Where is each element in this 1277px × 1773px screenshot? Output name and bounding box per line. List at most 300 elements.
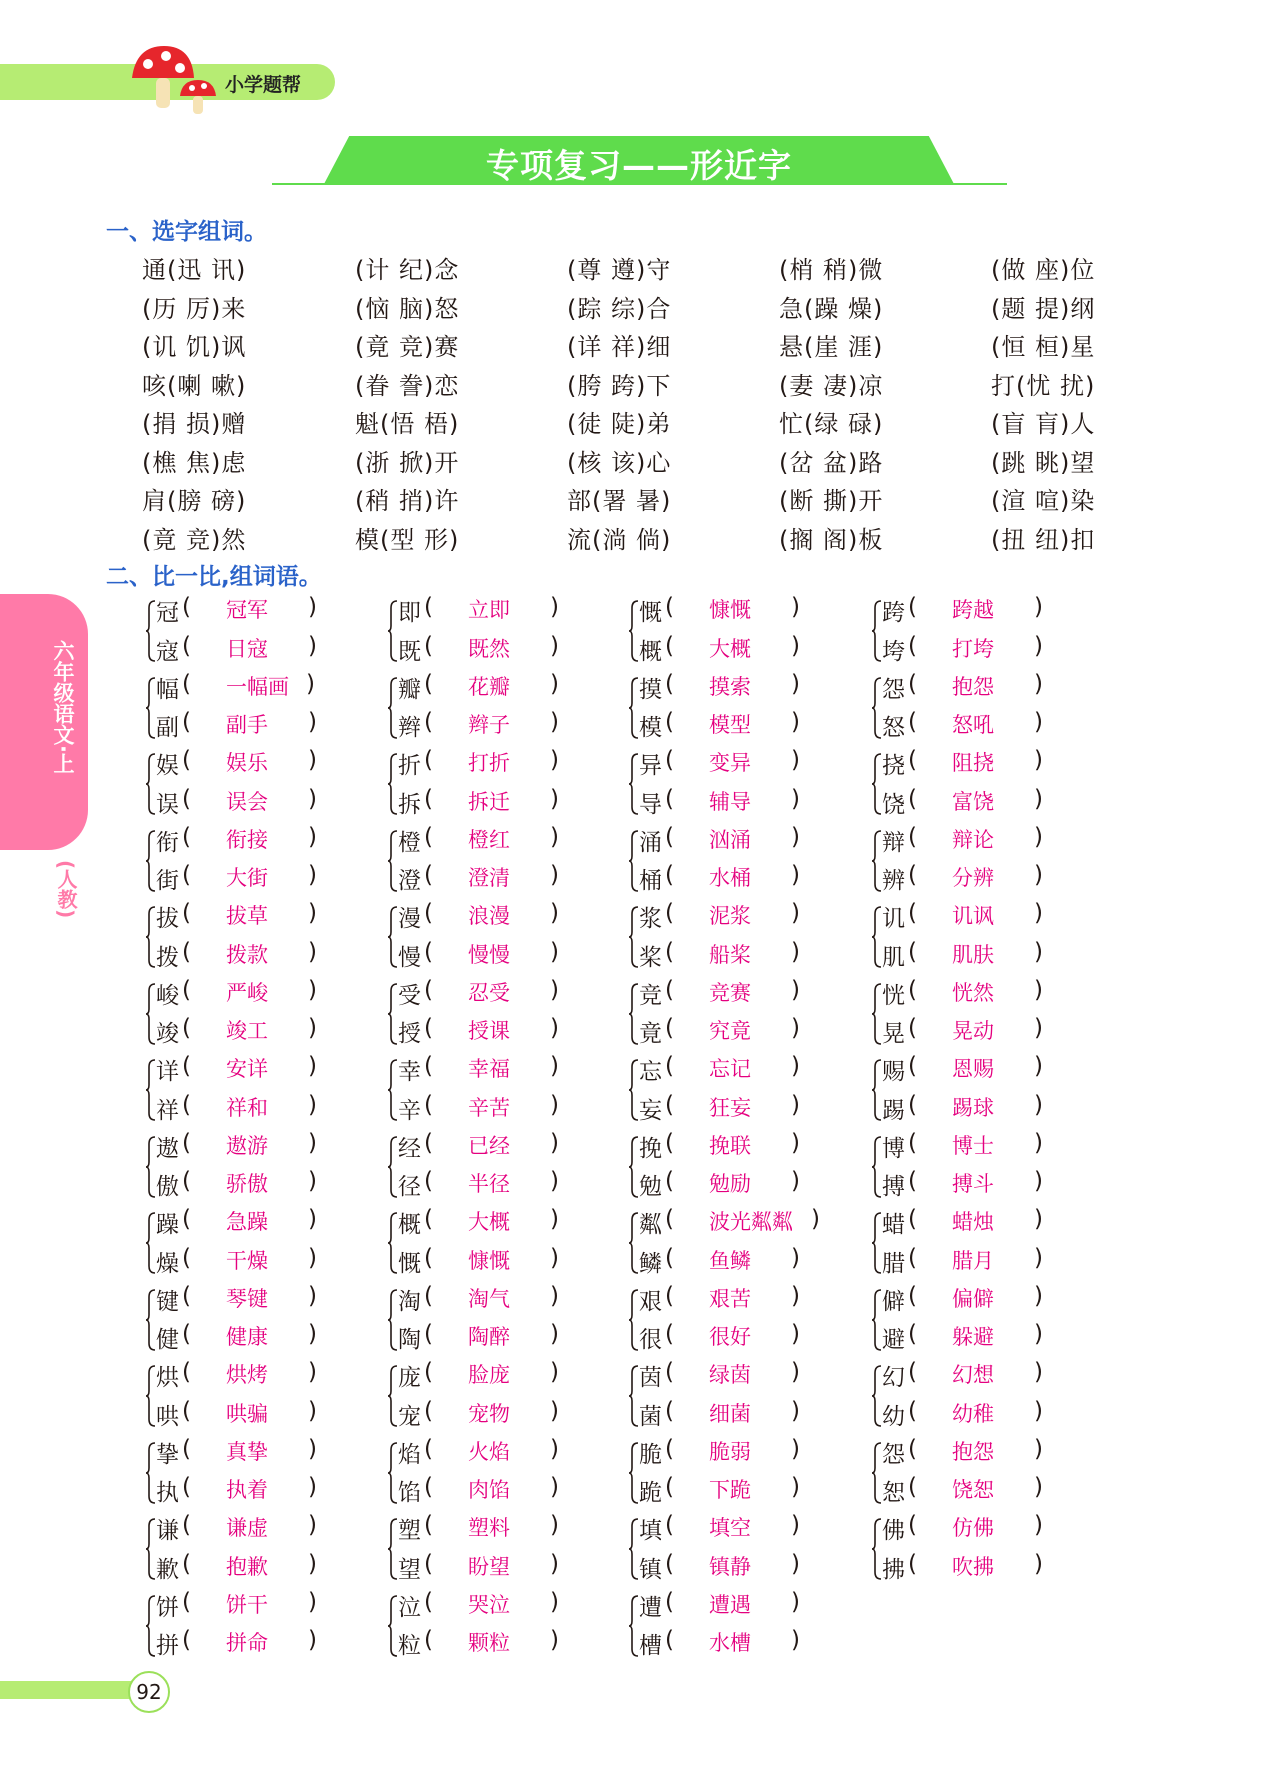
word-pair bbox=[629, 824, 849, 900]
open-paren: ( bbox=[424, 1206, 433, 1232]
close-paren: ) bbox=[306, 670, 315, 697]
brace-icon bbox=[388, 983, 398, 1045]
word-row bbox=[398, 862, 559, 898]
word-pair bbox=[629, 1512, 849, 1588]
word-pair bbox=[872, 1359, 1092, 1435]
open-paren: ( bbox=[182, 670, 191, 697]
open-paren: ( bbox=[665, 1282, 674, 1309]
brace-icon bbox=[388, 1365, 398, 1427]
character: 淘 bbox=[398, 1288, 421, 1315]
brace-icon bbox=[388, 1212, 398, 1274]
open-paren: ( bbox=[424, 670, 433, 697]
brace-icon bbox=[872, 1365, 882, 1427]
word-row bbox=[639, 1206, 820, 1242]
brace-icon bbox=[872, 1059, 882, 1121]
character: 竣 bbox=[156, 1021, 179, 1047]
close-paren: ) bbox=[1034, 1435, 1043, 1462]
word-row bbox=[882, 1168, 1043, 1204]
word-row bbox=[156, 785, 317, 822]
answer-word: 怒吼 bbox=[952, 713, 994, 737]
choice-item: (竟 竞)赛 bbox=[355, 333, 460, 361]
word-pair bbox=[146, 1436, 366, 1512]
word-row bbox=[882, 938, 1043, 975]
word-pair bbox=[629, 671, 849, 747]
close-paren: ) bbox=[308, 1244, 317, 1271]
character: 饼 bbox=[156, 1594, 179, 1621]
close-paren: ) bbox=[1034, 1015, 1043, 1041]
character: 恕 bbox=[882, 1480, 905, 1506]
open-paren: ( bbox=[908, 747, 917, 773]
word-pair bbox=[872, 747, 1092, 823]
answer-word: 很好 bbox=[709, 1325, 751, 1349]
character: 幸 bbox=[398, 1059, 421, 1085]
close-paren: ) bbox=[308, 785, 317, 812]
close-paren: ) bbox=[550, 1321, 559, 1347]
choice-item: 打(忧 扰) bbox=[991, 371, 1096, 400]
answer-word: 谦虚 bbox=[226, 1516, 268, 1540]
answer-word: 模型 bbox=[709, 713, 751, 737]
character: 跪 bbox=[639, 1480, 662, 1506]
brace-icon bbox=[872, 600, 882, 662]
character: 挠 bbox=[882, 753, 905, 779]
word-row bbox=[639, 938, 800, 975]
close-paren: ) bbox=[791, 1168, 800, 1194]
character: 概 bbox=[639, 638, 662, 665]
page-title: 专项复习——形近字 bbox=[486, 146, 792, 185]
open-paren: ( bbox=[908, 670, 917, 697]
character: 折 bbox=[398, 753, 421, 779]
open-paren: ( bbox=[908, 976, 917, 1003]
word-pair bbox=[388, 1436, 608, 1512]
answer-word: 吹拂 bbox=[952, 1554, 994, 1579]
word-row bbox=[398, 1359, 559, 1395]
close-paren: ) bbox=[1034, 785, 1043, 812]
character: 寇 bbox=[156, 638, 179, 665]
choice-item: (恒 桓)星 bbox=[991, 333, 1096, 361]
close-paren: ) bbox=[550, 1359, 559, 1385]
word-pair bbox=[388, 1053, 608, 1129]
answer-word: 哄骗 bbox=[226, 1401, 268, 1426]
character: 慨 bbox=[398, 1250, 421, 1277]
close-paren: ) bbox=[791, 1015, 800, 1041]
close-paren: ) bbox=[308, 709, 317, 735]
answer-word: 富饶 bbox=[952, 789, 994, 814]
character: 拔 bbox=[156, 906, 179, 932]
answer-word: 偏僻 bbox=[952, 1286, 994, 1311]
open-paren: ( bbox=[182, 632, 191, 659]
answer-word: 汹涌 bbox=[709, 827, 751, 852]
open-paren: ( bbox=[182, 1244, 191, 1271]
word-row bbox=[398, 1474, 559, 1510]
word-row bbox=[639, 1397, 800, 1434]
brace-icon bbox=[629, 1595, 639, 1657]
word-pair bbox=[146, 977, 366, 1053]
word-row bbox=[639, 1321, 800, 1357]
close-paren: ) bbox=[791, 1435, 800, 1462]
close-paren: ) bbox=[550, 1091, 559, 1118]
answer-word: 填空 bbox=[709, 1516, 751, 1540]
character: 怒 bbox=[882, 715, 905, 741]
word-row bbox=[882, 1512, 1043, 1548]
answer-word: 细菌 bbox=[709, 1401, 751, 1426]
close-paren: ) bbox=[791, 1129, 800, 1156]
answer-word: 艰苦 bbox=[709, 1286, 751, 1311]
mushroom-logo-icon bbox=[128, 44, 218, 116]
character: 讥 bbox=[882, 906, 905, 932]
close-paren: ) bbox=[308, 1588, 317, 1615]
character: 拼 bbox=[156, 1633, 179, 1659]
word-row bbox=[639, 1091, 800, 1128]
word-pair bbox=[872, 900, 1092, 976]
open-paren: ( bbox=[424, 709, 433, 735]
close-paren: ) bbox=[791, 785, 800, 812]
brand-name: 小学题帮 bbox=[225, 74, 302, 96]
word-row bbox=[398, 976, 559, 1013]
character: 茵 bbox=[639, 1365, 662, 1391]
word-row bbox=[156, 1168, 317, 1204]
open-paren: ( bbox=[908, 1435, 917, 1462]
close-paren: ) bbox=[550, 1588, 559, 1615]
brace-icon bbox=[629, 830, 639, 892]
character: 避 bbox=[882, 1327, 905, 1353]
character: 拆 bbox=[398, 791, 421, 818]
character: 蜡 bbox=[882, 1212, 905, 1238]
word-pair bbox=[388, 1589, 608, 1665]
answer-word: 蜡烛 bbox=[952, 1210, 994, 1234]
character: 勉 bbox=[639, 1174, 662, 1200]
choice-item: (跳 眺)望 bbox=[991, 448, 1096, 477]
open-paren: ( bbox=[182, 747, 191, 773]
choice-item: (尊 遵)守 bbox=[567, 256, 672, 284]
open-paren: ( bbox=[182, 823, 191, 850]
word-pair bbox=[146, 671, 366, 747]
character: 街 bbox=[156, 868, 179, 894]
word-row bbox=[639, 1550, 800, 1587]
open-paren: ( bbox=[665, 1474, 674, 1500]
close-paren: ) bbox=[1034, 670, 1043, 697]
open-paren: ( bbox=[424, 862, 433, 888]
brace-icon bbox=[629, 906, 639, 968]
word-pair bbox=[629, 977, 849, 1053]
answer-word: 慷慨 bbox=[468, 1248, 510, 1273]
word-pair bbox=[388, 747, 608, 823]
close-paren: ) bbox=[1034, 1129, 1043, 1156]
word-pair bbox=[146, 824, 366, 900]
close-paren: ) bbox=[791, 976, 800, 1003]
answer-word: 淘气 bbox=[468, 1286, 510, 1311]
character: 瓣 bbox=[398, 676, 421, 703]
character: 庞 bbox=[398, 1365, 421, 1391]
answer-word: 究竟 bbox=[709, 1019, 751, 1043]
answer-word: 拔草 bbox=[226, 904, 268, 928]
open-paren: ( bbox=[182, 1053, 191, 1079]
word-row bbox=[882, 1435, 1043, 1472]
choice-item: 魁(悟 梧) bbox=[355, 410, 460, 438]
word-pair bbox=[872, 1130, 1092, 1206]
character: 拂 bbox=[882, 1556, 905, 1583]
open-paren: ( bbox=[665, 1015, 674, 1041]
close-paren: ) bbox=[550, 1512, 559, 1538]
close-paren: ) bbox=[550, 1244, 559, 1271]
side-tab-edition: (人教) bbox=[54, 860, 78, 919]
answer-word: 狂妄 bbox=[709, 1095, 751, 1120]
word-pair bbox=[388, 594, 608, 670]
word-row bbox=[639, 594, 800, 630]
character: 馅 bbox=[398, 1480, 421, 1506]
close-paren: ) bbox=[308, 1321, 317, 1347]
character: 塑 bbox=[398, 1518, 421, 1544]
open-paren: ( bbox=[182, 709, 191, 735]
character: 遭 bbox=[639, 1594, 662, 1621]
word-pair bbox=[872, 1512, 1092, 1588]
choice-item: (讥 饥)讽 bbox=[142, 333, 247, 361]
word-pair bbox=[388, 671, 608, 747]
brace-icon bbox=[146, 983, 156, 1045]
close-paren: ) bbox=[550, 1168, 559, 1194]
open-paren: ( bbox=[424, 1321, 433, 1347]
section-heading-2: 二、比一比,组词语。 bbox=[106, 564, 322, 590]
answer-word: 辛苦 bbox=[468, 1095, 510, 1120]
close-paren: ) bbox=[791, 1397, 800, 1424]
answer-word: 恩赐 bbox=[952, 1057, 994, 1081]
close-paren: ) bbox=[550, 1053, 559, 1079]
character: 歉 bbox=[156, 1556, 179, 1583]
open-paren: ( bbox=[908, 1206, 917, 1232]
answer-word: 盼望 bbox=[468, 1554, 510, 1579]
word-pair bbox=[629, 1283, 849, 1359]
word-row bbox=[639, 862, 800, 898]
word-row bbox=[639, 823, 800, 860]
open-paren: ( bbox=[424, 1015, 433, 1041]
answer-word: 下跪 bbox=[709, 1478, 751, 1502]
brace-icon bbox=[146, 830, 156, 892]
choice-item: (浙 掀)开 bbox=[355, 448, 460, 477]
answer-word: 博士 bbox=[952, 1133, 994, 1158]
choice-item: (妻 凄)凉 bbox=[779, 371, 884, 400]
open-paren: ( bbox=[424, 1512, 433, 1538]
word-row bbox=[882, 1053, 1043, 1089]
word-row bbox=[882, 1321, 1043, 1357]
brace-icon bbox=[146, 677, 156, 739]
brace-icon bbox=[872, 906, 882, 968]
close-paren: ) bbox=[308, 1282, 317, 1309]
open-paren: ( bbox=[182, 1474, 191, 1500]
open-paren: ( bbox=[424, 1091, 433, 1118]
close-paren: ) bbox=[550, 747, 559, 773]
character: 烘 bbox=[156, 1365, 179, 1391]
word-row bbox=[398, 1053, 559, 1089]
word-pair bbox=[629, 1206, 849, 1282]
word-row bbox=[639, 1435, 800, 1472]
word-pair bbox=[872, 1436, 1092, 1512]
open-paren: ( bbox=[908, 1550, 917, 1577]
character: 粒 bbox=[398, 1633, 421, 1659]
character: 佛 bbox=[882, 1518, 905, 1544]
choice-item: (历 厉)来 bbox=[142, 294, 247, 323]
answer-word: 慷慨 bbox=[709, 598, 751, 622]
word-pair bbox=[146, 747, 366, 823]
answer-word: 橙红 bbox=[468, 827, 510, 852]
answer-word: 船桨 bbox=[709, 942, 751, 967]
open-paren: ( bbox=[665, 594, 674, 620]
answer-word: 脆弱 bbox=[709, 1439, 751, 1464]
brace-icon bbox=[388, 677, 398, 739]
open-paren: ( bbox=[182, 1397, 191, 1424]
character: 饶 bbox=[882, 791, 905, 818]
choice-item: (扭 纽)扣 bbox=[991, 525, 1096, 554]
character: 衔 bbox=[156, 829, 179, 856]
answer-word: 踢球 bbox=[952, 1095, 994, 1120]
word-row bbox=[398, 1091, 559, 1128]
close-paren: ) bbox=[550, 1129, 559, 1156]
open-paren: ( bbox=[182, 976, 191, 1003]
word-pair bbox=[872, 1206, 1092, 1282]
word-row bbox=[398, 709, 559, 745]
character: 填 bbox=[639, 1518, 662, 1544]
character: 搏 bbox=[882, 1174, 905, 1200]
open-paren: ( bbox=[908, 1359, 917, 1385]
word-row bbox=[156, 862, 317, 898]
open-paren: ( bbox=[908, 938, 917, 965]
answer-word: 饼干 bbox=[226, 1592, 268, 1617]
word-row bbox=[156, 1282, 317, 1319]
close-paren: ) bbox=[1034, 823, 1043, 850]
close-paren: ) bbox=[550, 670, 559, 697]
close-paren: ) bbox=[550, 1474, 559, 1500]
close-paren: ) bbox=[1034, 1397, 1043, 1424]
brace-icon bbox=[872, 677, 882, 739]
word-pair bbox=[872, 594, 1092, 670]
answer-word: 衔接 bbox=[226, 827, 268, 852]
answer-word: 已经 bbox=[468, 1133, 510, 1158]
choice-item: (题 提)纲 bbox=[991, 294, 1096, 323]
open-paren: ( bbox=[182, 1129, 191, 1156]
word-row bbox=[398, 1512, 559, 1548]
open-paren: ( bbox=[908, 594, 917, 620]
character: 娱 bbox=[156, 753, 179, 779]
choice-item: (眷 誊)恋 bbox=[355, 371, 460, 400]
word-row bbox=[639, 670, 800, 707]
word-row bbox=[398, 1588, 559, 1625]
close-paren: ) bbox=[308, 862, 317, 888]
close-paren: ) bbox=[550, 976, 559, 1003]
choice-item: (计 纪)念 bbox=[355, 256, 460, 284]
close-paren: ) bbox=[308, 1474, 317, 1500]
character: 涌 bbox=[639, 829, 662, 856]
character: 澄 bbox=[398, 868, 421, 894]
close-paren: ) bbox=[1034, 1206, 1043, 1232]
brace-icon bbox=[146, 1442, 156, 1504]
character: 副 bbox=[156, 715, 179, 741]
open-paren: ( bbox=[665, 976, 674, 1003]
close-paren: ) bbox=[308, 900, 317, 926]
character: 鳞 bbox=[639, 1250, 662, 1277]
character: 恍 bbox=[882, 982, 905, 1009]
close-paren: ) bbox=[791, 1053, 800, 1079]
answer-word: 健康 bbox=[226, 1325, 268, 1349]
answer-word: 竣工 bbox=[226, 1019, 268, 1043]
word-pair bbox=[146, 594, 366, 670]
close-paren: ) bbox=[1034, 1091, 1043, 1118]
character: 即 bbox=[398, 600, 421, 626]
word-row bbox=[398, 1627, 559, 1663]
close-paren: ) bbox=[1034, 1550, 1043, 1577]
close-paren: ) bbox=[791, 938, 800, 965]
open-paren: ( bbox=[182, 594, 191, 620]
word-pair bbox=[388, 1283, 608, 1359]
open-paren: ( bbox=[424, 747, 433, 773]
answer-word: 打折 bbox=[468, 751, 510, 775]
open-paren: ( bbox=[182, 1321, 191, 1347]
choice-item: 部(署 暑) bbox=[567, 487, 672, 515]
word-row bbox=[398, 1435, 559, 1472]
brace-icon bbox=[629, 753, 639, 815]
character: 宠 bbox=[398, 1403, 421, 1430]
open-paren: ( bbox=[424, 594, 433, 620]
character: 挚 bbox=[156, 1441, 179, 1468]
word-row bbox=[639, 632, 800, 669]
character: 辛 bbox=[398, 1097, 421, 1124]
page-number: 92 bbox=[128, 1671, 170, 1713]
choice-item: (竟 竞)然 bbox=[142, 525, 247, 554]
word-row bbox=[398, 632, 559, 669]
brace-icon bbox=[629, 1442, 639, 1504]
answer-word: 晃动 bbox=[952, 1019, 994, 1043]
open-paren: ( bbox=[424, 1359, 433, 1385]
answer-word: 拨款 bbox=[226, 942, 268, 967]
open-paren: ( bbox=[908, 900, 917, 926]
close-paren: ) bbox=[550, 938, 559, 965]
close-paren: ) bbox=[791, 862, 800, 888]
word-row bbox=[639, 1053, 800, 1089]
answer-word: 娱乐 bbox=[226, 751, 268, 775]
character: 望 bbox=[398, 1556, 421, 1583]
character: 幼 bbox=[882, 1403, 905, 1430]
close-paren: ) bbox=[791, 1321, 800, 1347]
brace-icon bbox=[388, 1518, 398, 1580]
open-paren: ( bbox=[424, 1474, 433, 1500]
brace-icon bbox=[388, 1595, 398, 1657]
answer-word: 颗粒 bbox=[468, 1631, 510, 1655]
close-paren: ) bbox=[811, 1206, 820, 1232]
answer-word: 饶恕 bbox=[952, 1478, 994, 1502]
word-pair bbox=[146, 1359, 366, 1435]
character: 踢 bbox=[882, 1097, 905, 1124]
close-paren: ) bbox=[1034, 1053, 1043, 1079]
word-pair bbox=[388, 1130, 608, 1206]
answer-word: 急躁 bbox=[226, 1210, 268, 1234]
answer-word: 拆迁 bbox=[468, 789, 510, 814]
word-row bbox=[156, 1359, 317, 1395]
character: 峻 bbox=[156, 982, 179, 1009]
brace-icon bbox=[146, 1289, 156, 1351]
close-paren: ) bbox=[308, 1512, 317, 1538]
close-paren: ) bbox=[791, 632, 800, 659]
close-paren: ) bbox=[308, 594, 317, 620]
open-paren: ( bbox=[424, 1627, 433, 1653]
open-paren: ( bbox=[182, 1206, 191, 1232]
word-row bbox=[156, 1627, 317, 1663]
open-paren: ( bbox=[908, 1244, 917, 1271]
open-paren: ( bbox=[665, 1512, 674, 1538]
word-pair bbox=[146, 1206, 366, 1282]
close-paren: ) bbox=[550, 1206, 559, 1232]
character: 镇 bbox=[639, 1556, 662, 1583]
answer-word: 授课 bbox=[468, 1019, 510, 1043]
choice-item: 通(迅 讯) bbox=[142, 256, 247, 284]
word-row bbox=[156, 632, 317, 669]
word-row bbox=[882, 632, 1043, 669]
